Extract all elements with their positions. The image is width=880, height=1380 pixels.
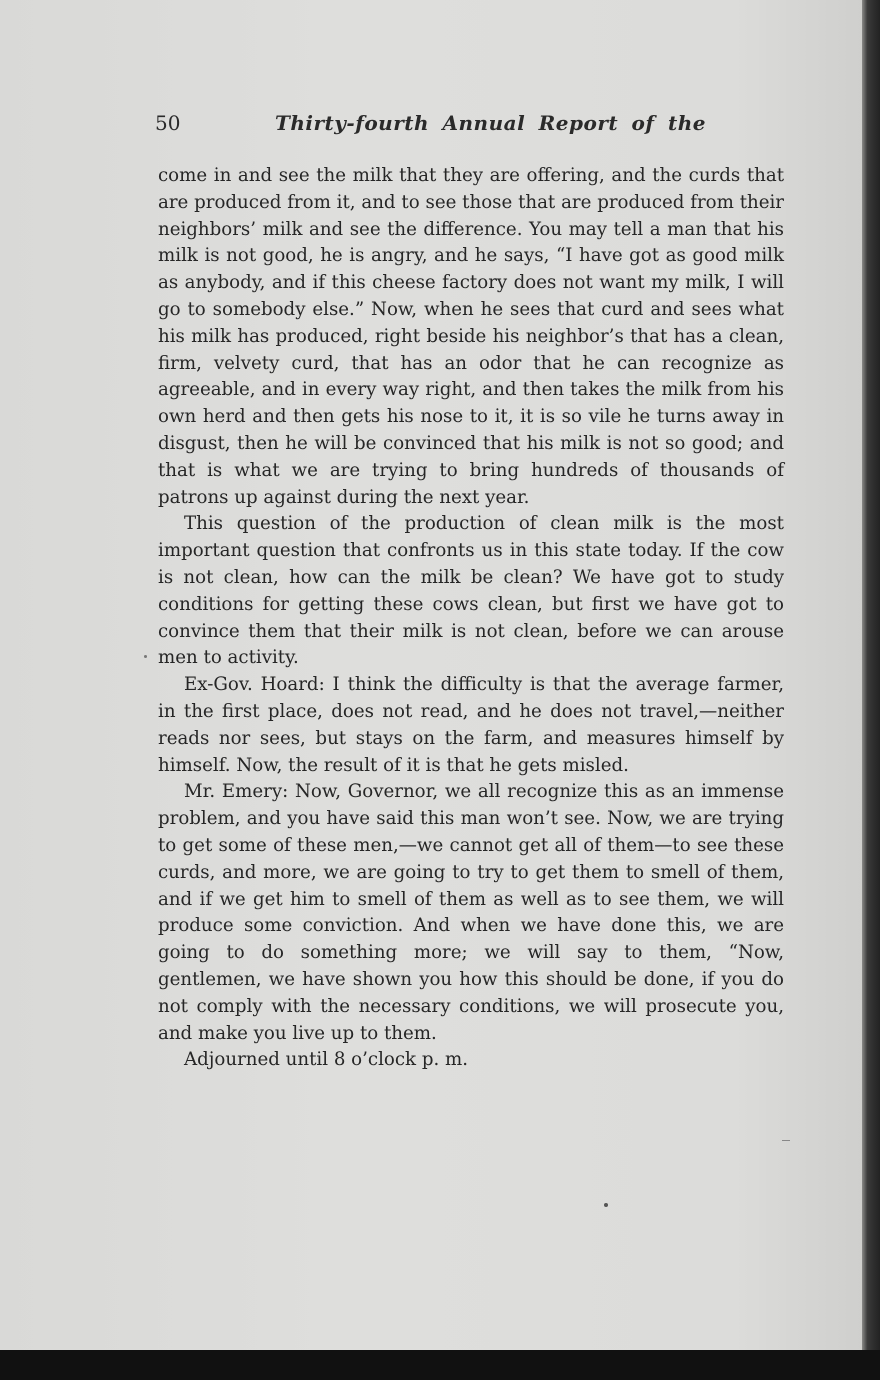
speaker-hoard: Ex-Gov. Hoard: <box>184 674 325 696</box>
book-spine-shadow <box>862 0 880 1350</box>
paragraph-3 <box>158 672 784 779</box>
running-title: Thirty-fourth Annual Report of the <box>275 111 706 135</box>
paragraph-2-text: This question of the production of clean milk is the most important question that confronts us in this state today. If the cow is not clean, how can the milk be clean? We have got to study conditions for getting these cows clean, but first we have got to convince them that their milk is not clean, before we can arouse men to activity. <box>158 513 784 669</box>
body-text <box>158 163 784 1074</box>
paragraph-4 <box>158 779 784 1047</box>
paragraph-4-text: Now, Governor, we all recognize this as an immense problem, and you have said this man won’t see. Now, we are trying to get some of these men,—we cannot get all of them—to see these curds, and more, we are going to try to get them to smell of them, and if we get him to smell of them as well as to see them, we will produce some conviction. And when we have done this, we are going to do something more; we will say to them, “Now, gentlemen, we have shown you how this should be done, if you do not comply with the necessary conditions, we will prosecute you, and make you live up to them. <box>158 781 784 1044</box>
paragraph-3-text: I think the difficulty is that the average farmer, in the first place, does not read, and he does not travel,—neither reads nor sees, but stays on the farm, and measures himself by himself. Now, the result of it is that he gets misled. <box>158 674 784 776</box>
page-header <box>155 111 795 141</box>
scan-speck <box>144 655 147 658</box>
paragraph-1-text: come in and see the milk that they are offering, and the curds that are produced from it, and to see those that are produced from their neighbors’ milk and see the difference. You may tell a man that his milk is not good, he is angry, and he says, “I have got as good milk as anybody, and if this cheese factory does not want my milk, I will go to somebody else.” Now, when he sees that curd and sees what his milk has produced, right beside his neighbor’s that has a clean, firm, velvety curd, that has an odor that he can recognize as agreeable, and in every way right, and then takes the milk from his own herd and then gets his nose to it, it is so vile he turns away in disgust, then he will be convinced that his milk is not so good; and that is what we are trying to bring hundreds of thousands of patrons up against during the next year. <box>158 165 784 508</box>
paragraph-2 <box>158 511 784 672</box>
paragraph-5 <box>158 1047 784 1074</box>
scan-border <box>0 1350 880 1380</box>
scan-speck <box>782 1140 790 1141</box>
paragraph-1 <box>158 163 784 511</box>
speaker-emery: Mr. Emery: <box>184 781 289 803</box>
scan-speck <box>604 1203 608 1207</box>
page-number: 50 <box>155 111 181 135</box>
paragraph-5-text: Adjourned until 8 o’clock p. m. <box>184 1049 469 1071</box>
